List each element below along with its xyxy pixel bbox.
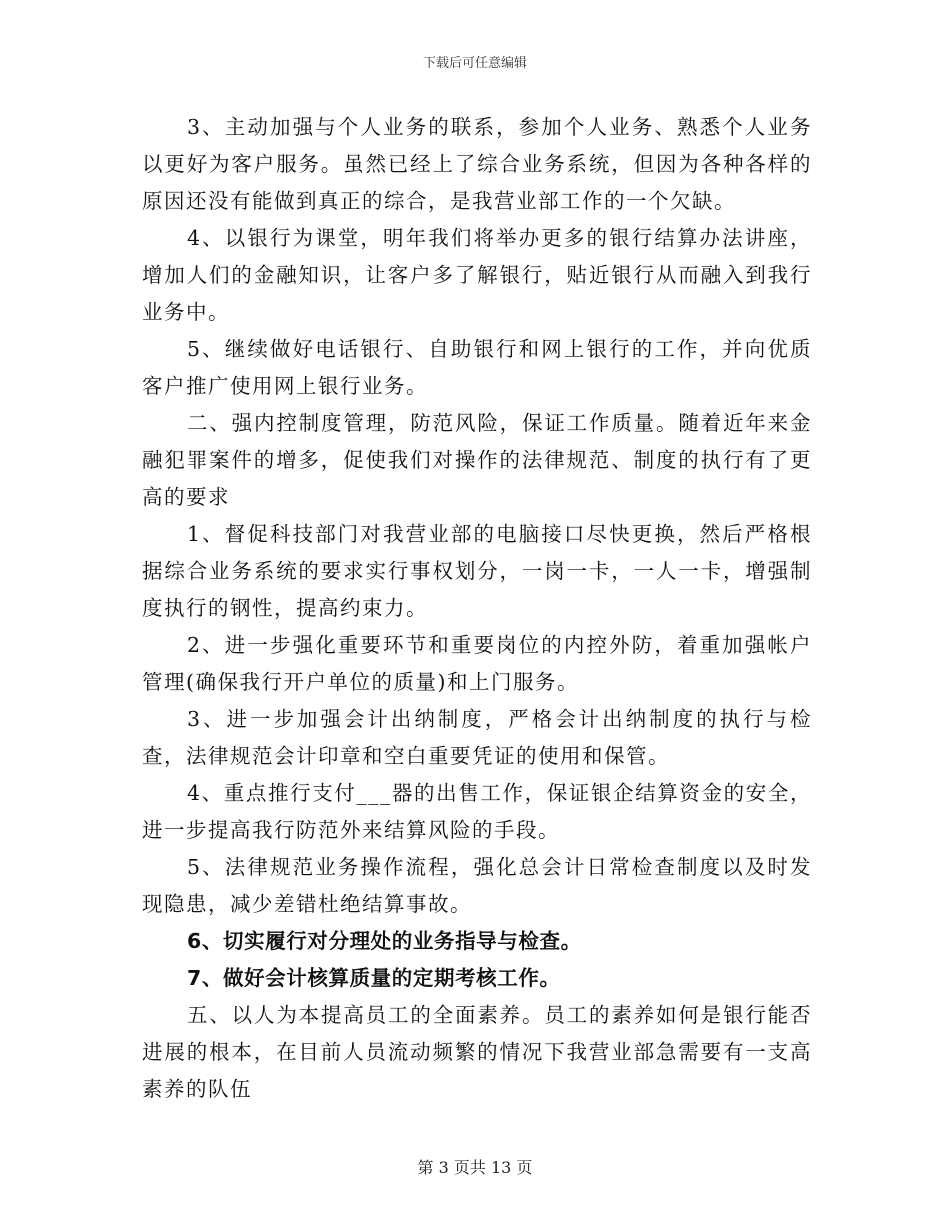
paragraph-2-key-positions: 2、进一步强化重要环节和重要岗位的内控外防，着重加强帐户管理(确保我行开户单位的质量)和上门服务。	[142, 633, 812, 694]
paragraph-1-tech-interface: 1、督促科技部门对我营业部的电脑接口尽快更换，然后严格根据综合业务系统的要求实行事权划分，一岗一卡，一人一卡，增强制度执行的钢性，提高约束力。	[142, 522, 812, 620]
document-body	[142, 109, 812, 1108]
paragraph-3-cashier-system: 3、进一步加强会计出纳制度，严格会计出纳制度的执行与检查，法律规范会计印章和空白重要凭证的使用和保管。	[142, 707, 812, 768]
paragraph-7-quality-assessment: 7、做好会计核算质量的定期考核工作。	[187, 966, 561, 990]
paragraph-6-branch-guidance: 6、切实履行对分理处的业务指导与检查。	[187, 929, 582, 953]
paragraph-4-payment-device: 4、重点推行支付___器的出售工作，保证银企结算资金的安全，进一步提高我行防范外来结算风险的手段。	[142, 781, 812, 842]
paragraph-5-online-banking: 5、继续做好电话银行、自助银行和网上银行的工作，并向优质客户推广使用网上银行业务。	[142, 337, 812, 398]
page-header: 下载后可任意编辑	[422, 56, 527, 71]
section-2-internal-control: 二、强内控制度管理，防范风险，保证工作质量。随着近年来金融犯罪案件的增多，促使我们对操作的法律规范、制度的执行有了更高的要求	[142, 411, 812, 509]
page-footer: 第 3 页共 13 页	[417, 1158, 533, 1177]
paragraph-3-personal-business: 3、主动加强与个人业务的联系，参加个人业务、熟悉个人业务以更好为客户服务。虽然已经上了综合业务系统，但因为各种各样的原因还没有能做到真正的综合，是我营业部工作的一个欠缺。	[142, 115, 812, 213]
paragraph-5-operation-process: 5、法律规范业务操作流程，强化总会计日常检查制度以及时发现隐患，减少差错杜绝结算事故。	[142, 855, 812, 916]
paragraph-4-bank-classroom: 4、以银行为课堂，明年我们将举办更多的银行结算办法讲座，增加人们的金融知识，让客户多了解银行，贴近银行从而融入到我行业务中。	[142, 226, 812, 324]
section-5-staff-quality: 五、以人为本提高员工的全面素养。员工的素养如何是银行能否进展的根本，在目前人员流动频繁的情况下我营业部急需要有一支高素养的队伍	[142, 1003, 812, 1101]
